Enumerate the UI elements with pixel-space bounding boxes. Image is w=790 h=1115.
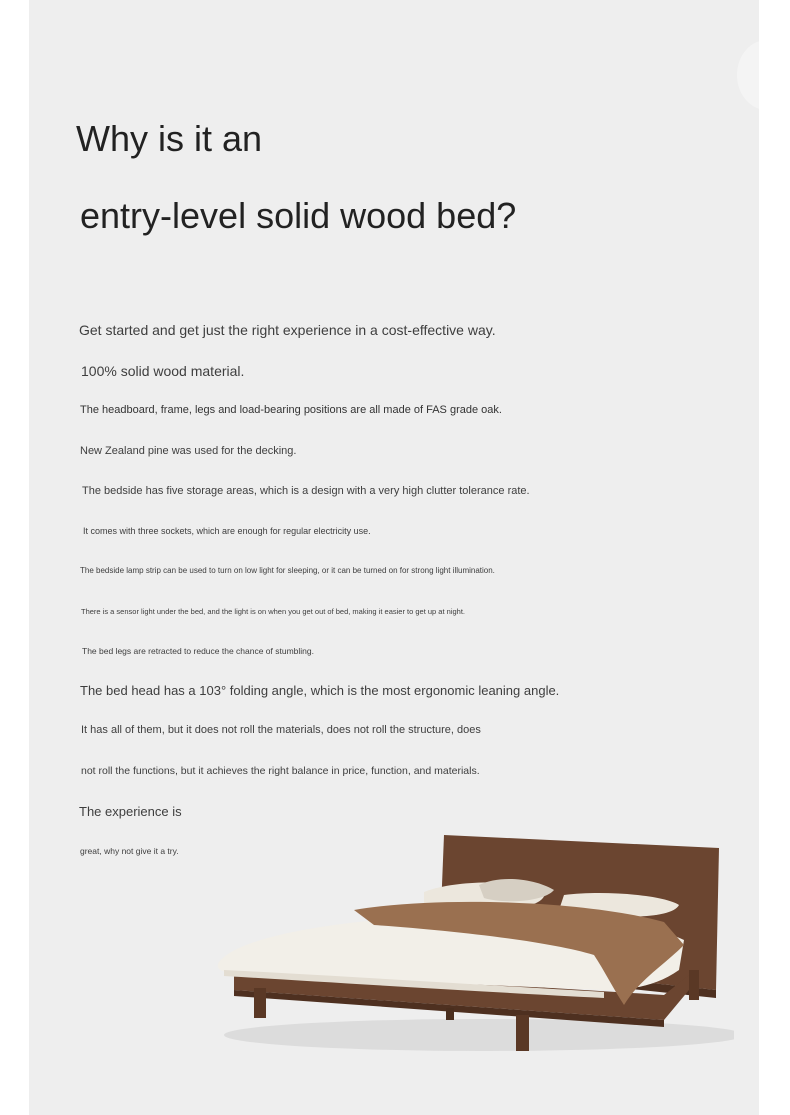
bed-leg-back [689,970,699,1000]
heading-line-2: entry-level solid wood bed? [80,195,517,236]
product-detail-page [29,0,759,1115]
bed-image [184,830,734,1060]
feature-sockets: It comes with three sockets, which are enough for regular electricity use. [83,526,371,536]
closing-line-1: The experience is [79,804,182,819]
feature-sensor-light: There is a sensor light under the bed, and the light is on when you get out of bed, making it easier to get up at night. [81,607,465,616]
bed-leg-front-right [516,1015,529,1051]
bed-leg-front-left [254,988,266,1018]
feature-headboard: The headboard, frame, legs and load-bearing positions are all made of FAS grade oak. [80,404,502,416]
heading-line-1: Why is it an [76,118,263,159]
feature-bed-legs: The bed legs are retracted to reduce the chance of stumbling. [82,646,314,656]
feature-decking: New Zealand pine was used for the decking. [80,445,297,457]
decorative-circle [737,40,759,110]
closing-line-2: great, why not give it a try. [80,846,179,856]
intro-line: Get started and get just the right experience in a cost-effective way. [79,322,496,338]
feature-head-angle: The bed head has a 103° folding angle, which is the most ergonomic leaning angle. [80,683,560,698]
summary-line-2: not roll the functions, but it achieves the right balance in price, function, and materials. [81,765,480,777]
feature-solid-wood: 100% solid wood material. [81,363,245,379]
feature-lamp-strip: The bedside lamp strip can be used to turn on low light for sleeping, or it can be turned on for strong light illumination. [80,566,495,575]
feature-storage: The bedside has five storage areas, which is a design with a very high clutter tolerance rate. [82,485,530,497]
summary-line-1: It has all of them, but it does not roll the materials, does not roll the structure, does [81,724,481,736]
